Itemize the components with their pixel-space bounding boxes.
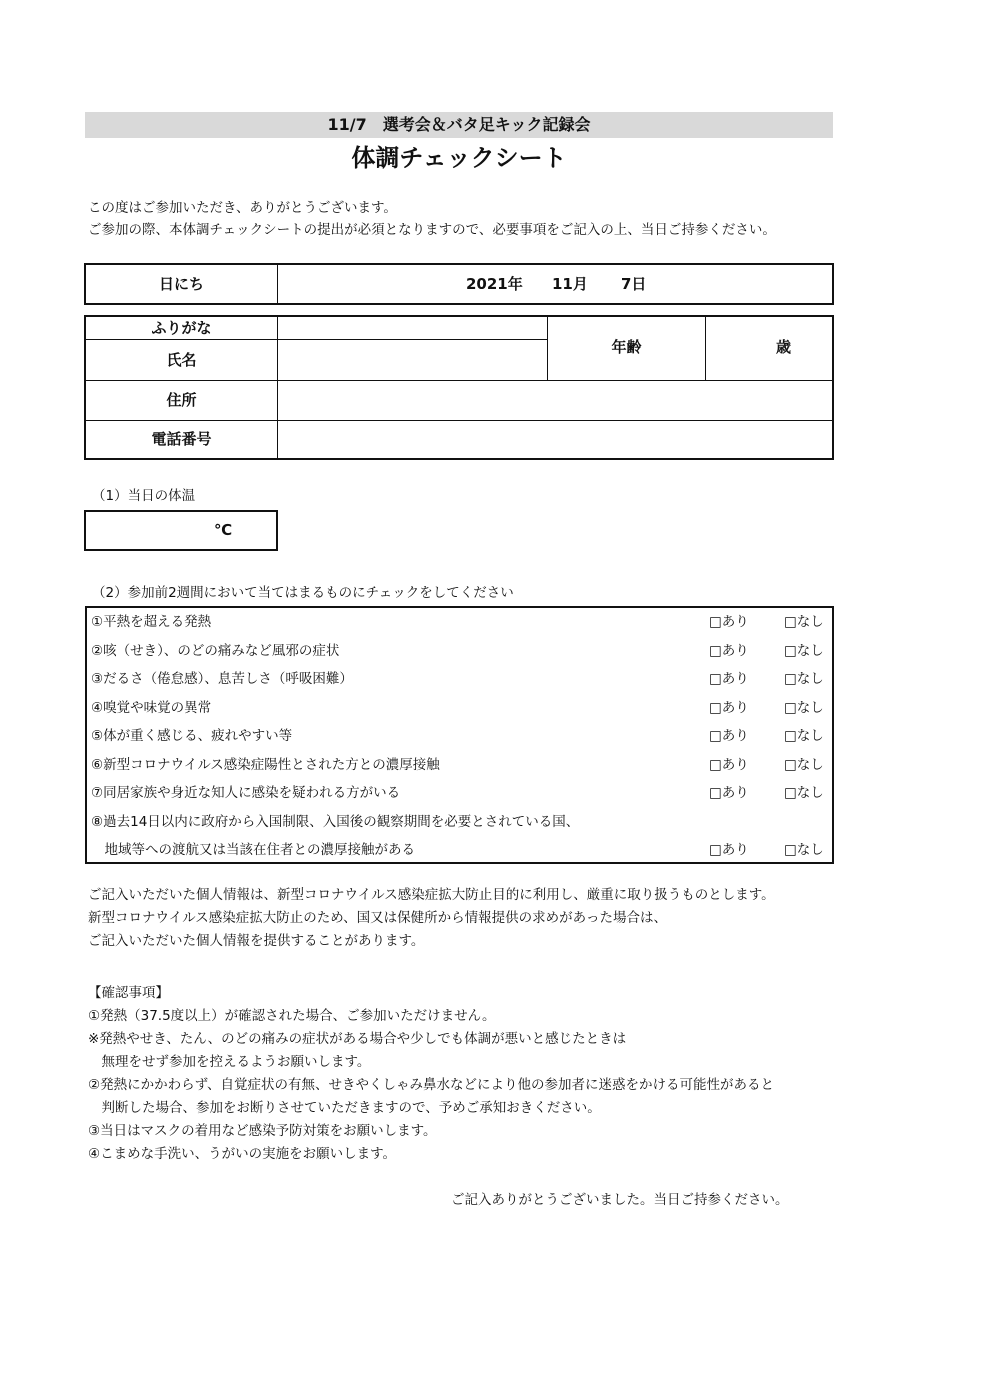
checklist-row: [87, 637, 832, 666]
no-checkbox[interactable]: □なし: [784, 842, 824, 858]
date-table: [84, 263, 834, 305]
no-checkbox[interactable]: □なし: [784, 699, 824, 716]
checklist-question: ②咳（せき）、のどの痛みなど風邪の症状: [91, 642, 340, 659]
page-title: 体調チェックシート: [351, 144, 567, 172]
intro-line-2: ご参加の際、本体調チェックシートの提出が必須となりますので、必要事項をご記入の上、当日ご持参ください。: [88, 222, 776, 238]
yes-checkbox[interactable]: □あり: [709, 614, 749, 630]
checklist-row: [87, 779, 832, 808]
confirm-line: ②発熱にかかわらず、自覚症状の有無、せきやくしゃみ鼻水などにより他の参加者に迷惑をかける可能性があると: [88, 1077, 775, 1093]
no-checkbox[interactable]: □なし: [784, 756, 824, 773]
checklist-row: [87, 694, 832, 723]
checklist-question: ⑤体が重く感じる、疲れやすい等: [91, 728, 293, 744]
checklist-row: [87, 665, 832, 694]
checklist-heading: （2）参加前2週間において当てはまるものにチェックをしてください: [92, 585, 514, 601]
checklist-question-continued: 地域等への渡航又は当該在住者との濃厚接触がある: [91, 842, 415, 858]
no-checkbox[interactable]: □なし: [784, 671, 824, 687]
date-label: 日にち: [158, 275, 204, 293]
yes-checkbox[interactable]: □あり: [709, 699, 749, 716]
age-field[interactable]: [707, 317, 777, 378]
no-checkbox[interactable]: □なし: [784, 614, 824, 630]
no-checkbox[interactable]: □なし: [784, 642, 824, 659]
confirm-line: 無理をせず参加を控えるようお願いします。: [88, 1054, 371, 1070]
yes-checkbox[interactable]: □あり: [709, 842, 749, 858]
yes-checkbox[interactable]: □あり: [709, 671, 749, 687]
personal-info-table: [84, 315, 834, 460]
checklist-row: [87, 608, 832, 637]
phone-field[interactable]: [279, 422, 832, 457]
furigana-label: ふりがな: [151, 319, 212, 337]
checklist-row: [87, 722, 832, 751]
confirm-line: ③当日はマスクの着用など感染予防対策をお願いします。: [88, 1123, 437, 1139]
age-unit: 歳: [776, 338, 792, 356]
temperature-heading: （1）当日の体温: [92, 488, 196, 504]
age-label: 年齢: [611, 338, 642, 356]
date-day: 7日: [621, 275, 647, 293]
phone-label: 電話番号: [151, 430, 212, 448]
no-checkbox[interactable]: □なし: [784, 785, 824, 801]
event-banner: 11/7 選考会＆バタ足キック記録会: [85, 112, 833, 138]
name-label: 氏名: [166, 351, 197, 369]
date-year: 2021年: [466, 275, 523, 293]
address-label: 住所: [166, 391, 197, 409]
checklist-question: ⑧過去14日以内に政府から入国制限、入国後の観察期間を必要とされている国、: [91, 813, 580, 830]
yes-checkbox[interactable]: □あり: [709, 756, 749, 773]
date-month: 11月: [552, 275, 588, 293]
closing-message: ご記入ありがとうございました。当日ご持参ください。: [451, 1192, 789, 1208]
checklist-row: [87, 808, 832, 837]
address-field[interactable]: [279, 382, 832, 419]
yes-checkbox[interactable]: □あり: [709, 728, 749, 744]
checklist-question: ③だるさ（倦怠感）、息苦しさ（呼吸困難）: [91, 671, 353, 687]
symptom-checklist: [85, 606, 834, 864]
checklist-question: ⑦同居家族や身近な知人に感染を疑われる方がいる: [91, 785, 401, 801]
checklist-row: [87, 751, 832, 780]
confirm-heading: 【確認事項】: [88, 985, 169, 1001]
checklist-question: ⑥新型コロナウイルス感染症陽性とされた方との濃厚接触: [91, 756, 440, 773]
confirm-line: 判断した場合、参加をお断りさせていただきますので、予めご承知おきください。: [88, 1100, 601, 1116]
checklist-question: ④嗅覚や味覚の異常: [91, 699, 212, 716]
intro-line-1: この度はご参加いただき、ありがとうございます。: [88, 200, 397, 216]
confirm-line: ④こまめな手洗い、うがいの実施をお願いします。: [88, 1146, 397, 1162]
name-field[interactable]: [279, 341, 545, 379]
privacy-line-1: ご記入いただいた個人情報は、新型コロナウイルス感染症拡大防止目的に利用し、厳重に取り扱うものとします。: [88, 887, 775, 903]
yes-checkbox[interactable]: □あり: [709, 785, 749, 801]
checklist-row: [87, 836, 832, 865]
no-checkbox[interactable]: □なし: [784, 728, 824, 744]
privacy-line-3: ご記入いただいた個人情報を提供することがあります。: [88, 933, 425, 949]
confirm-line: ※発熱やせき、たん、のどの痛みの症状がある場合や少しでも体調が悪いと感じたときは: [88, 1031, 627, 1047]
temperature-unit: ℃: [214, 521, 233, 539]
privacy-line-2: 新型コロナウイルス感染症拡大防止のため、国又は保健所から情報提供の求めがあった場合は、: [88, 910, 668, 926]
confirm-line: ①発熱（37.5度以上）が確認された場合、ご参加いただけません。: [88, 1008, 496, 1024]
yes-checkbox[interactable]: □あり: [709, 642, 749, 659]
checklist-question: ①平熱を超える発熱: [91, 614, 212, 630]
furigana-field[interactable]: [279, 318, 545, 338]
temperature-box[interactable]: [84, 510, 278, 551]
